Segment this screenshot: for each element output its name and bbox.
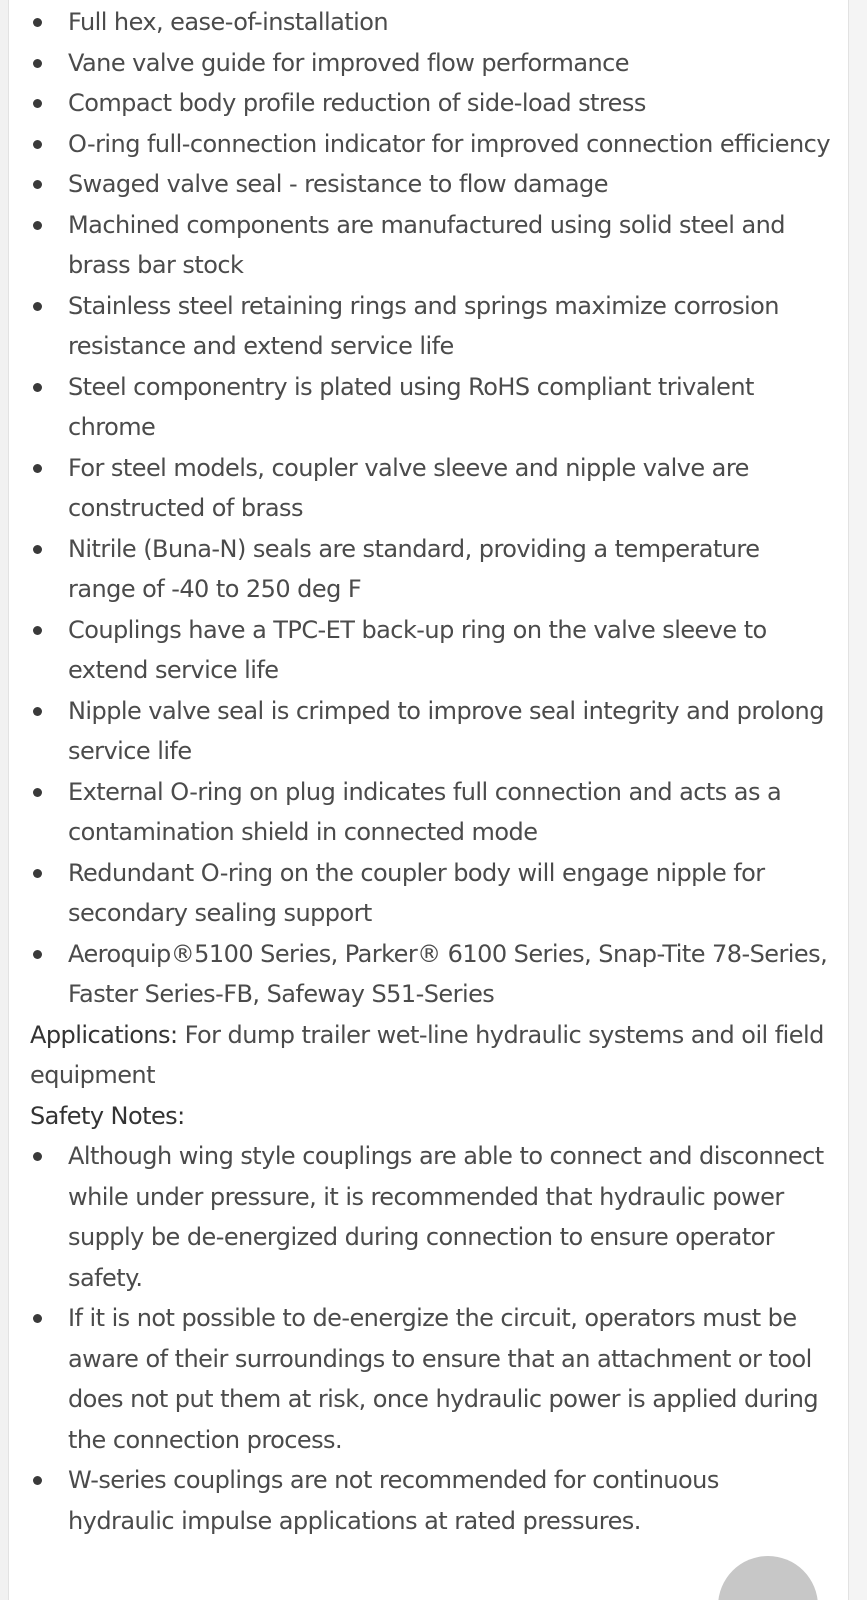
list-item: Nitrile (Buna-N) seals are standard, providing a temperature range of -40 to 250 deg F <box>30 529 830 610</box>
features-list <box>30 2 830 1015</box>
applications-text: For dump trailer wet-line hydraulic systems and oil field equipment <box>30 1020 824 1089</box>
list-item: Vane valve guide for improved flow performance <box>30 43 830 84</box>
applications-label: Applications: <box>30 1020 178 1049</box>
applications-paragraph <box>30 1015 830 1096</box>
list-item: External O-ring on plug indicates full connection and acts as a contamination shield in connected mode <box>30 772 830 853</box>
list-item: Redundant O-ring on the coupler body will engage nipple for secondary sealing support <box>30 853 830 934</box>
product-description <box>30 2 830 1541</box>
list-item: Couplings have a TPC-ET back-up ring on the valve sleeve to extend service life <box>30 610 830 691</box>
list-item: Steel componentry is plated using RoHS compliant trivalent chrome <box>30 367 830 448</box>
list-item: Stainless steel retaining rings and springs maximize corrosion resistance and extend service life <box>30 286 830 367</box>
right-frame-border <box>848 0 867 1600</box>
list-item: O-ring full-connection indicator for improved connection efficiency <box>30 124 830 165</box>
safety-notes-heading: Safety Notes: <box>30 1101 185 1130</box>
safety-notes-list <box>30 1136 830 1541</box>
list-item: Full hex, ease-of-installation <box>30 2 830 43</box>
list-item: Although wing style couplings are able to connect and disconnect while under pressure, it is recommended that hydraulic power supply be de-energized during connection to ensure operator safety. <box>30 1136 830 1298</box>
list-item: Aeroquip®5100 Series, Parker® 6100 Series, Snap-Tite 78-Series, Faster Series-FB, Safeway S51-Series <box>30 934 830 1015</box>
list-item: Swaged valve seal - resistance to flow damage <box>30 164 830 205</box>
left-frame-border <box>0 0 9 1600</box>
list-item: Compact body profile reduction of side-load stress <box>30 83 830 124</box>
list-item: If it is not possible to de-energize the circuit, operators must be aware of their surroundings to ensure that an attachment or tool does not put them at risk, once hydraulic power is applied during the connection process. <box>30 1298 830 1460</box>
list-item: Nipple valve seal is crimped to improve seal integrity and prolong service life <box>30 691 830 772</box>
list-item: For steel models, coupler valve sleeve and nipple valve are constructed of brass <box>30 448 830 529</box>
scroll-to-top-button[interactable] <box>718 1556 818 1600</box>
list-item: W-series couplings are not recommended for continuous hydraulic impulse applications at rated pressures. <box>30 1460 830 1541</box>
list-item: Machined components are manufactured using solid steel and brass bar stock <box>30 205 830 286</box>
